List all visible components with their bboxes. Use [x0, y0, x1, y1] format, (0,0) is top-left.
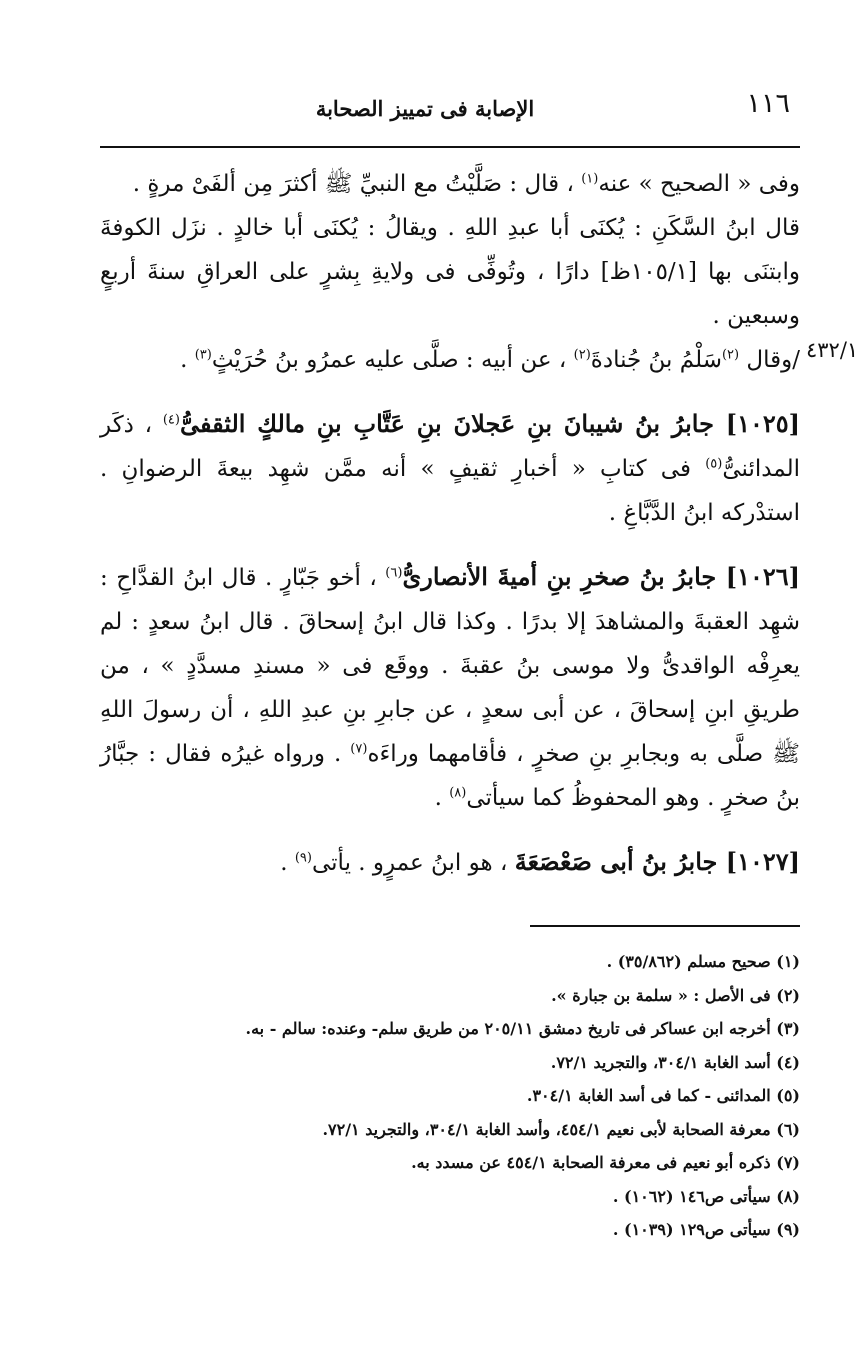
paragraph-salm: [100, 338, 800, 382]
footnote-ref: (٧): [350, 741, 368, 757]
footnotes: [100, 945, 800, 1247]
footnote-2: (٢) فى الأصل : « سلمة بن جبارة ».: [551, 985, 800, 1005]
footnote-ref: (٢): [573, 347, 591, 363]
running-title: الإصابة فى تمييز الصحابة: [315, 96, 535, 121]
footnote-ref: (٦): [385, 565, 403, 581]
footnote-rule: [530, 925, 800, 927]
footnote-3: (٣) أخرجه ابن عساكر فى تاريخ دمشق ٢٠٥/١١ من طريق سلم- وعنده: سالم - به.: [245, 1019, 800, 1038]
entry-heading: [١٠٢٦] جابرُ بنُ صخرِ بنِ أميةَ الأنصارىُّ: [402, 562, 800, 591]
footnote-9: (٩) سيأتى ص١٢٩ (١٠٣٩) .: [612, 1220, 800, 1239]
header-rule: [100, 146, 800, 148]
entry-1027: [100, 840, 800, 885]
footnote-4: (٤) أسد الغابة ٣٠٤/١، والتجريد ٧٢/١.: [550, 1052, 800, 1072]
text-segment: ، هو ابنُ عمرٍو . يأتى: [311, 850, 515, 876]
entry-heading: [١٠٢٥] جابرُ بنُ شيبانَ بنِ عَجلانَ بنِ عَتَّابِ بنِ مالكٍ الثقفىُّ: [179, 409, 800, 438]
entry-heading: [١٠٢٧] جابرُ بنُ أبى صَعْصَعَةَ: [514, 847, 800, 876]
main-text: [100, 162, 800, 885]
text-segment: فى كتابِ « أخبارِ ثقيفٍ » أنه ممَّن شهِد بيعةَ الرضوانِ . استدْركه ابنُ الدَّبَّاغِ .: [100, 456, 800, 526]
footnote-ref: (١): [581, 171, 599, 187]
text-segment: ، أخو جَبّارٍ . قال ابنُ القدَّاحِ : شهِد العقبةَ والمشاهدَ إلا بدرًا . وكذا قال ابنُ إسحاقَ . قال ابنُ سعدٍ : لم يعرِفْه الواقدىُّ ولا موسى بنُ عقبةَ . ووقَع فى « مسندِ مسدَّدٍ » ، من طريقِ ابنِ إسحاقَ ، عن أبى سعدٍ ، عن جابرِ بنِ عبدِ اللهِ ، أن رسولَ اللهِ ﷺ صلَّى به وبجابرِ بنِ صخرٍ ، فأقامهما وراءَه: [100, 565, 800, 767]
text-segment: ، ذكَر المدائنىُّ: [100, 412, 800, 482]
footnote-8: (٨) سيأتى ص١٤٦ (١٠٦٢) .: [612, 1186, 800, 1206]
footnote-ref: (٨): [449, 785, 467, 801]
footnote-ref: (٤): [162, 412, 180, 428]
footnote-ref: (٥): [705, 456, 723, 472]
paragraph-sahih: [100, 162, 800, 206]
page-header: [100, 88, 790, 128]
text-segment: . ورواه غيرُه فقال : جبَّارُ بنُ صخرٍ . وهو المحفوظُ كما سيأتى: [100, 741, 800, 811]
text-segment: وفى « الصحيح » عنه: [598, 171, 800, 197]
footnote-ref: (٩): [294, 850, 312, 866]
text-segment: /وقال: [739, 347, 800, 373]
footnote-ref: (٢): [721, 347, 740, 363]
text-segment: .: [180, 347, 195, 373]
footnote-ref: (٣): [194, 347, 212, 363]
entry-1026: [100, 555, 800, 820]
footnote-7: (٧) ذكره أبو نعيم فى معرفة الصحابة ٤٥٤/١ عن مسدد به.: [411, 1153, 800, 1172]
page-number: ١١٦: [746, 88, 790, 119]
entry-1025: [100, 402, 800, 535]
text-segment: سَلْمُ بنُ جُنادةَ: [590, 347, 722, 373]
text-segment: .: [280, 850, 295, 876]
text-segment: ، عن أبيه : صلَّى عليه عمرُو بنُ حُرَيْثٍ: [211, 347, 574, 373]
footnote-5: (٥) المدائنى - كما فى أسد الغابة ٣٠٤/١.: [526, 1086, 800, 1105]
text-segment: .: [434, 785, 450, 811]
footnote-1: (١) صحيح مسلم (٣٥/٨٦٢) .: [606, 952, 800, 971]
paragraph-ibn-sakan: قال ابنُ السَّكَنِ : يُكنَى أبا عبدِ اللهِ . ويقالُ : يُكنَى أبا خالدٍ . نزَل الكوفةَ وابتنَى بها [١٠٥/١ظ] دارًا ، وتُوفِّى فى ولايةِ بِشرٍ على العراقِ سنةَ أربعٍ وسبعين .: [100, 215, 800, 329]
footnote-6: (٦) معرفة الصحابة لأبى نعيم ٤٥٤/١، وأسد الغابة ٣٠٤/١، والتجريد ٧٢/١.: [322, 1119, 800, 1139]
margin-reference: ٤٣٢/١: [806, 338, 859, 362]
text-segment: ، قال : صَلَّيْتُ مع النبيِّ ﷺ أكثرَ مِن ألفَىْ مرةٍ .: [132, 171, 582, 197]
